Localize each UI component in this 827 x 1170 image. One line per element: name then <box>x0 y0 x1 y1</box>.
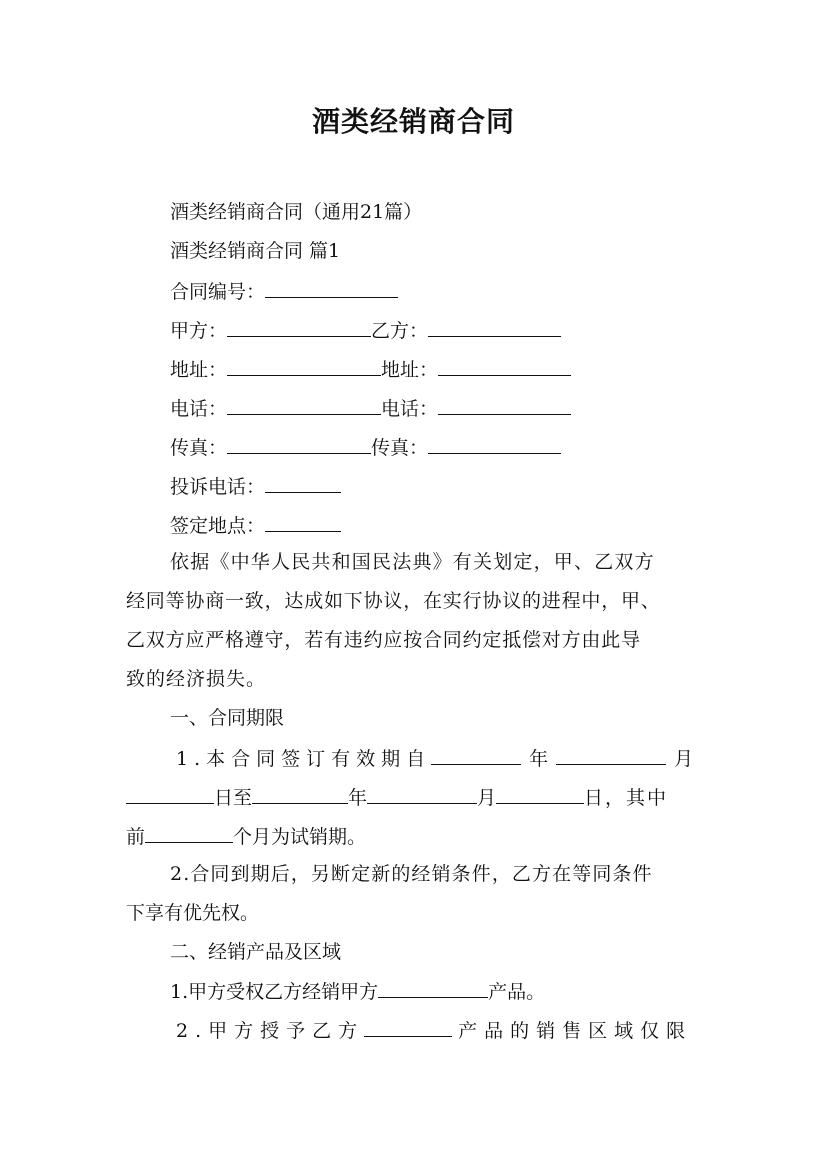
product-line <box>170 977 545 1005</box>
intro-line-2: 经同等协商一致，达成如下协议，在实行协议的进程中，甲、 <box>126 590 661 612</box>
fax-b-label: 传真： <box>371 437 429 459</box>
phone-row <box>170 394 571 422</box>
term-month-label: 月 <box>674 748 694 770</box>
complaint-phone-blank[interactable] <box>265 472 341 493</box>
document-title: 酒类经销商合同 <box>311 105 515 138</box>
term-month2-label: 月 <box>477 787 497 809</box>
term-trial-blank[interactable] <box>145 822 233 843</box>
address-a-blank[interactable] <box>227 355 381 376</box>
term-front-label: 前 <box>126 826 146 848</box>
term-day2-blank[interactable] <box>496 783 584 804</box>
term-day2-label: 日，其中 <box>584 787 669 809</box>
section-2-heading: 二、经销产品及区域 <box>170 941 342 963</box>
term-line-1 <box>176 744 702 772</box>
contract-number-row <box>170 277 398 305</box>
fax-b-blank[interactable] <box>428 433 561 454</box>
phone-b-blank[interactable] <box>438 394 571 415</box>
address-b-blank[interactable] <box>438 355 571 376</box>
product-prefix: 1.甲方受权乙方经销甲方 <box>170 981 379 1003</box>
term-line-3 <box>126 822 366 850</box>
term-month2-blank[interactable] <box>367 783 477 804</box>
party-b-blank[interactable] <box>428 316 561 337</box>
intro-line-1: 依据《中华人民共和国民法典》有关划定，甲、乙双方 <box>170 551 655 573</box>
sign-place-label: 签定地点： <box>170 515 266 537</box>
region-prefix: 2.甲方授予乙方 <box>176 1020 365 1042</box>
complaint-phone-label: 投诉电话： <box>170 476 266 498</box>
term-day-to-label: 日至 <box>214 787 253 809</box>
contract-number-label: 合同编号： <box>170 281 266 303</box>
region-blank[interactable] <box>364 1016 452 1037</box>
product-suffix: 产品。 <box>488 981 546 1003</box>
product-blank[interactable] <box>378 977 488 998</box>
sign-place-blank[interactable] <box>265 511 341 532</box>
term-year2-blank[interactable] <box>252 783 348 804</box>
phone-a-label: 电话： <box>170 398 228 420</box>
party-row <box>170 316 561 344</box>
renewal-line-1: 2.合同到期后，另断定新的经销条件，乙方在等同条件 <box>170 863 653 885</box>
term-day-blank[interactable] <box>126 783 214 804</box>
address-b-label: 地址： <box>381 359 439 381</box>
section-title: 酒类经销商合同 篇1 <box>170 240 341 262</box>
address-row <box>170 355 571 383</box>
fax-row <box>170 433 561 461</box>
region-suffix: 产品的销售区域仅限 <box>458 1020 693 1042</box>
intro-line-4: 致的经济损失。 <box>126 668 267 690</box>
sign-place-row <box>170 511 341 539</box>
address-a-label: 地址： <box>170 359 228 381</box>
intro-line-3: 乙双方应严格遵守，若有违约应按合同约定抵偿对方由此导 <box>126 629 641 651</box>
region-line <box>176 1016 702 1044</box>
renewal-line-2: 下享有优先权。 <box>126 902 260 924</box>
contract-number-blank[interactable] <box>265 277 398 298</box>
fax-a-label: 传真： <box>170 437 228 459</box>
document-subtitle: 酒类经销商合同（通用21篇） <box>170 201 423 223</box>
party-a-blank[interactable] <box>227 316 371 337</box>
section-1-heading: 一、合同期限 <box>170 707 285 729</box>
term-year2-label: 年 <box>348 787 368 809</box>
complaint-phone-row <box>170 472 341 500</box>
party-a-label: 甲方： <box>170 320 228 342</box>
fax-a-blank[interactable] <box>227 433 371 454</box>
term-month-blank[interactable] <box>556 744 666 765</box>
term-year-blank[interactable] <box>431 744 521 765</box>
term-year-label: 年 <box>529 748 549 770</box>
term-line-2 <box>126 783 668 811</box>
phone-b-label: 电话： <box>381 398 439 420</box>
phone-a-blank[interactable] <box>227 394 381 415</box>
term-prefix: 1.本合同签订有效期自 <box>176 748 432 770</box>
party-b-label: 乙方： <box>371 320 429 342</box>
term-trial-label: 个月为试销期。 <box>233 826 367 848</box>
